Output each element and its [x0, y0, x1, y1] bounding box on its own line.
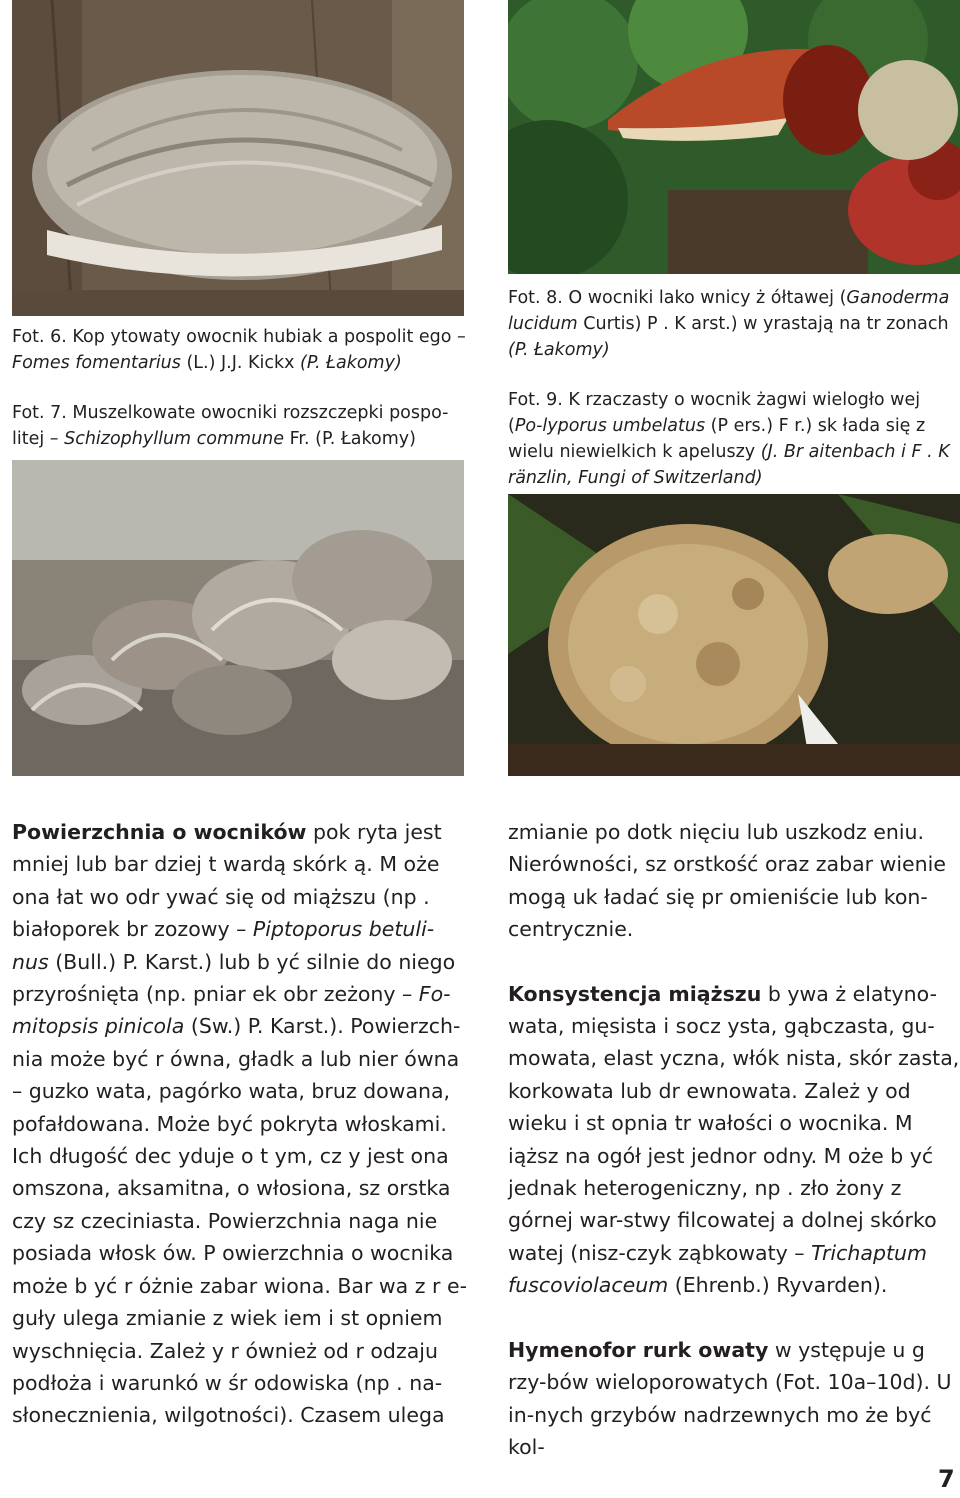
caption-fot8: Fot. 8. O wocniki lako wnicy ż ółtawej (Ganoderma lucidum Curtis) P . K arst.) w yrastają na tr zonach (P. Łakomy): [508, 288, 950, 360]
photo-fot8-ganoderma: [508, 0, 960, 274]
caption-fot6: Fot. 6. Kop ytowaty owocnik hubiak a pospolit ego – Fomes fomentarius (L.) J.J. Kickx (P. Łakomy): [12, 327, 466, 373]
photo-fot7-schizophyllum: [12, 460, 464, 776]
heading-powierzchnia: Powierzchnia o wocników: [12, 820, 307, 844]
photo-fot9-polyporus: [508, 494, 960, 776]
body-left-column: [12, 816, 468, 1432]
photo-fot6-fomes: [12, 0, 464, 316]
body-right-column: [508, 816, 960, 1463]
caption-fot7: Fot. 7. Muszelkowate owocniki rozszczepki pospo-litej – Schizophyllum commune Fr. (P. Łakomy): [12, 403, 449, 449]
heading-hymenofor: Hymenofor rurk owaty: [508, 1337, 769, 1362]
caption-fot9: Fot. 9. K rzaczasty o wocnik żagwi wielogło wej (Po-lyporus umbelatus (P ers.) F r.) sk łada się z wielu niewielkich k apeluszy (J. Br aitenbach i F . K ränzlin, Fungi of Switzerland): [508, 390, 950, 488]
paragraph-konsystencja: Konsystencja miąższu b ywa ż elatyno-wata, mięsista i socz ysta, gąbczasta, gu-mowata, elast yczna, włók nista, skór zasta, korkowata lub dr ewnowata. Zależ y od wieku i st opnia tr wałości o wocnika. M iąższ na ogół jest jednor odny. M oże b yć jednak heterogeniczny, np . zło żony z górnej war-stwy filcowatej a dolnej skórko watej (nisz-czyk ząbkowaty – Trichaptum fuscoviolaceum (Ehrenb.) Ryvarden).: [508, 981, 960, 1298]
paragraph-continuation: zmianie po dotk nięciu lub uszkodz eniu. Nierówności, sz orstkość oraz zabar wienie mogą uk ładać się pr omieniście lub kon-centrycznie.: [508, 820, 946, 942]
page-number: 7: [938, 1465, 955, 1493]
caption-left: [12, 324, 468, 452]
paragraph-hymenofor: Hymenofor rurk owaty w ystępuje u g rzy-bów wieloporowatych (Fot. 10a–10d). U in-nych grzybów nadrzewnych mo że być kol-: [508, 1337, 952, 1459]
caption-right: [508, 285, 960, 491]
paragraph-powierzchnia: Powierzchnia o wocników pok ryta jest mniej lub bar dziej t wardą skórk ą. M oże ona łat wo odr ywać się od miąższu (np . białoporek br zozowy – Piptoporus betuli-nus (Bull.) P. Karst.) lub b yć silnie do niego przyrośnięta (np. pniar ek obr zeżony – Fo-mitopsis pinicola (Sw.) P. Karst.). Powierzch-nia może być r ówna, gładk a lub nier ówna – guzko wata, pagórko wata, bruz dowana, pofałdowana. Może być pokryta włoskami. Ich długość dec yduje o t ym, cz y jest ona omszona, aksamitna, o włosiona, sz orstka czy sz czeciniasta. Powierzchnia naga nie posiada włosk ów. P owierzchnia o wocnika może b yć r óżnie zabar wiona. Bar wa z r e-guły ulega zmianie z wiek iem i st opniem wyschnięcia. Zależ y r ównież od r odzaju podłoża i warunkó w śr odowiska (np . na-słonecznienia, wilgotności). Czasem ulega: [12, 820, 467, 1428]
heading-konsystencja: Konsystencja miąższu: [508, 981, 762, 1006]
